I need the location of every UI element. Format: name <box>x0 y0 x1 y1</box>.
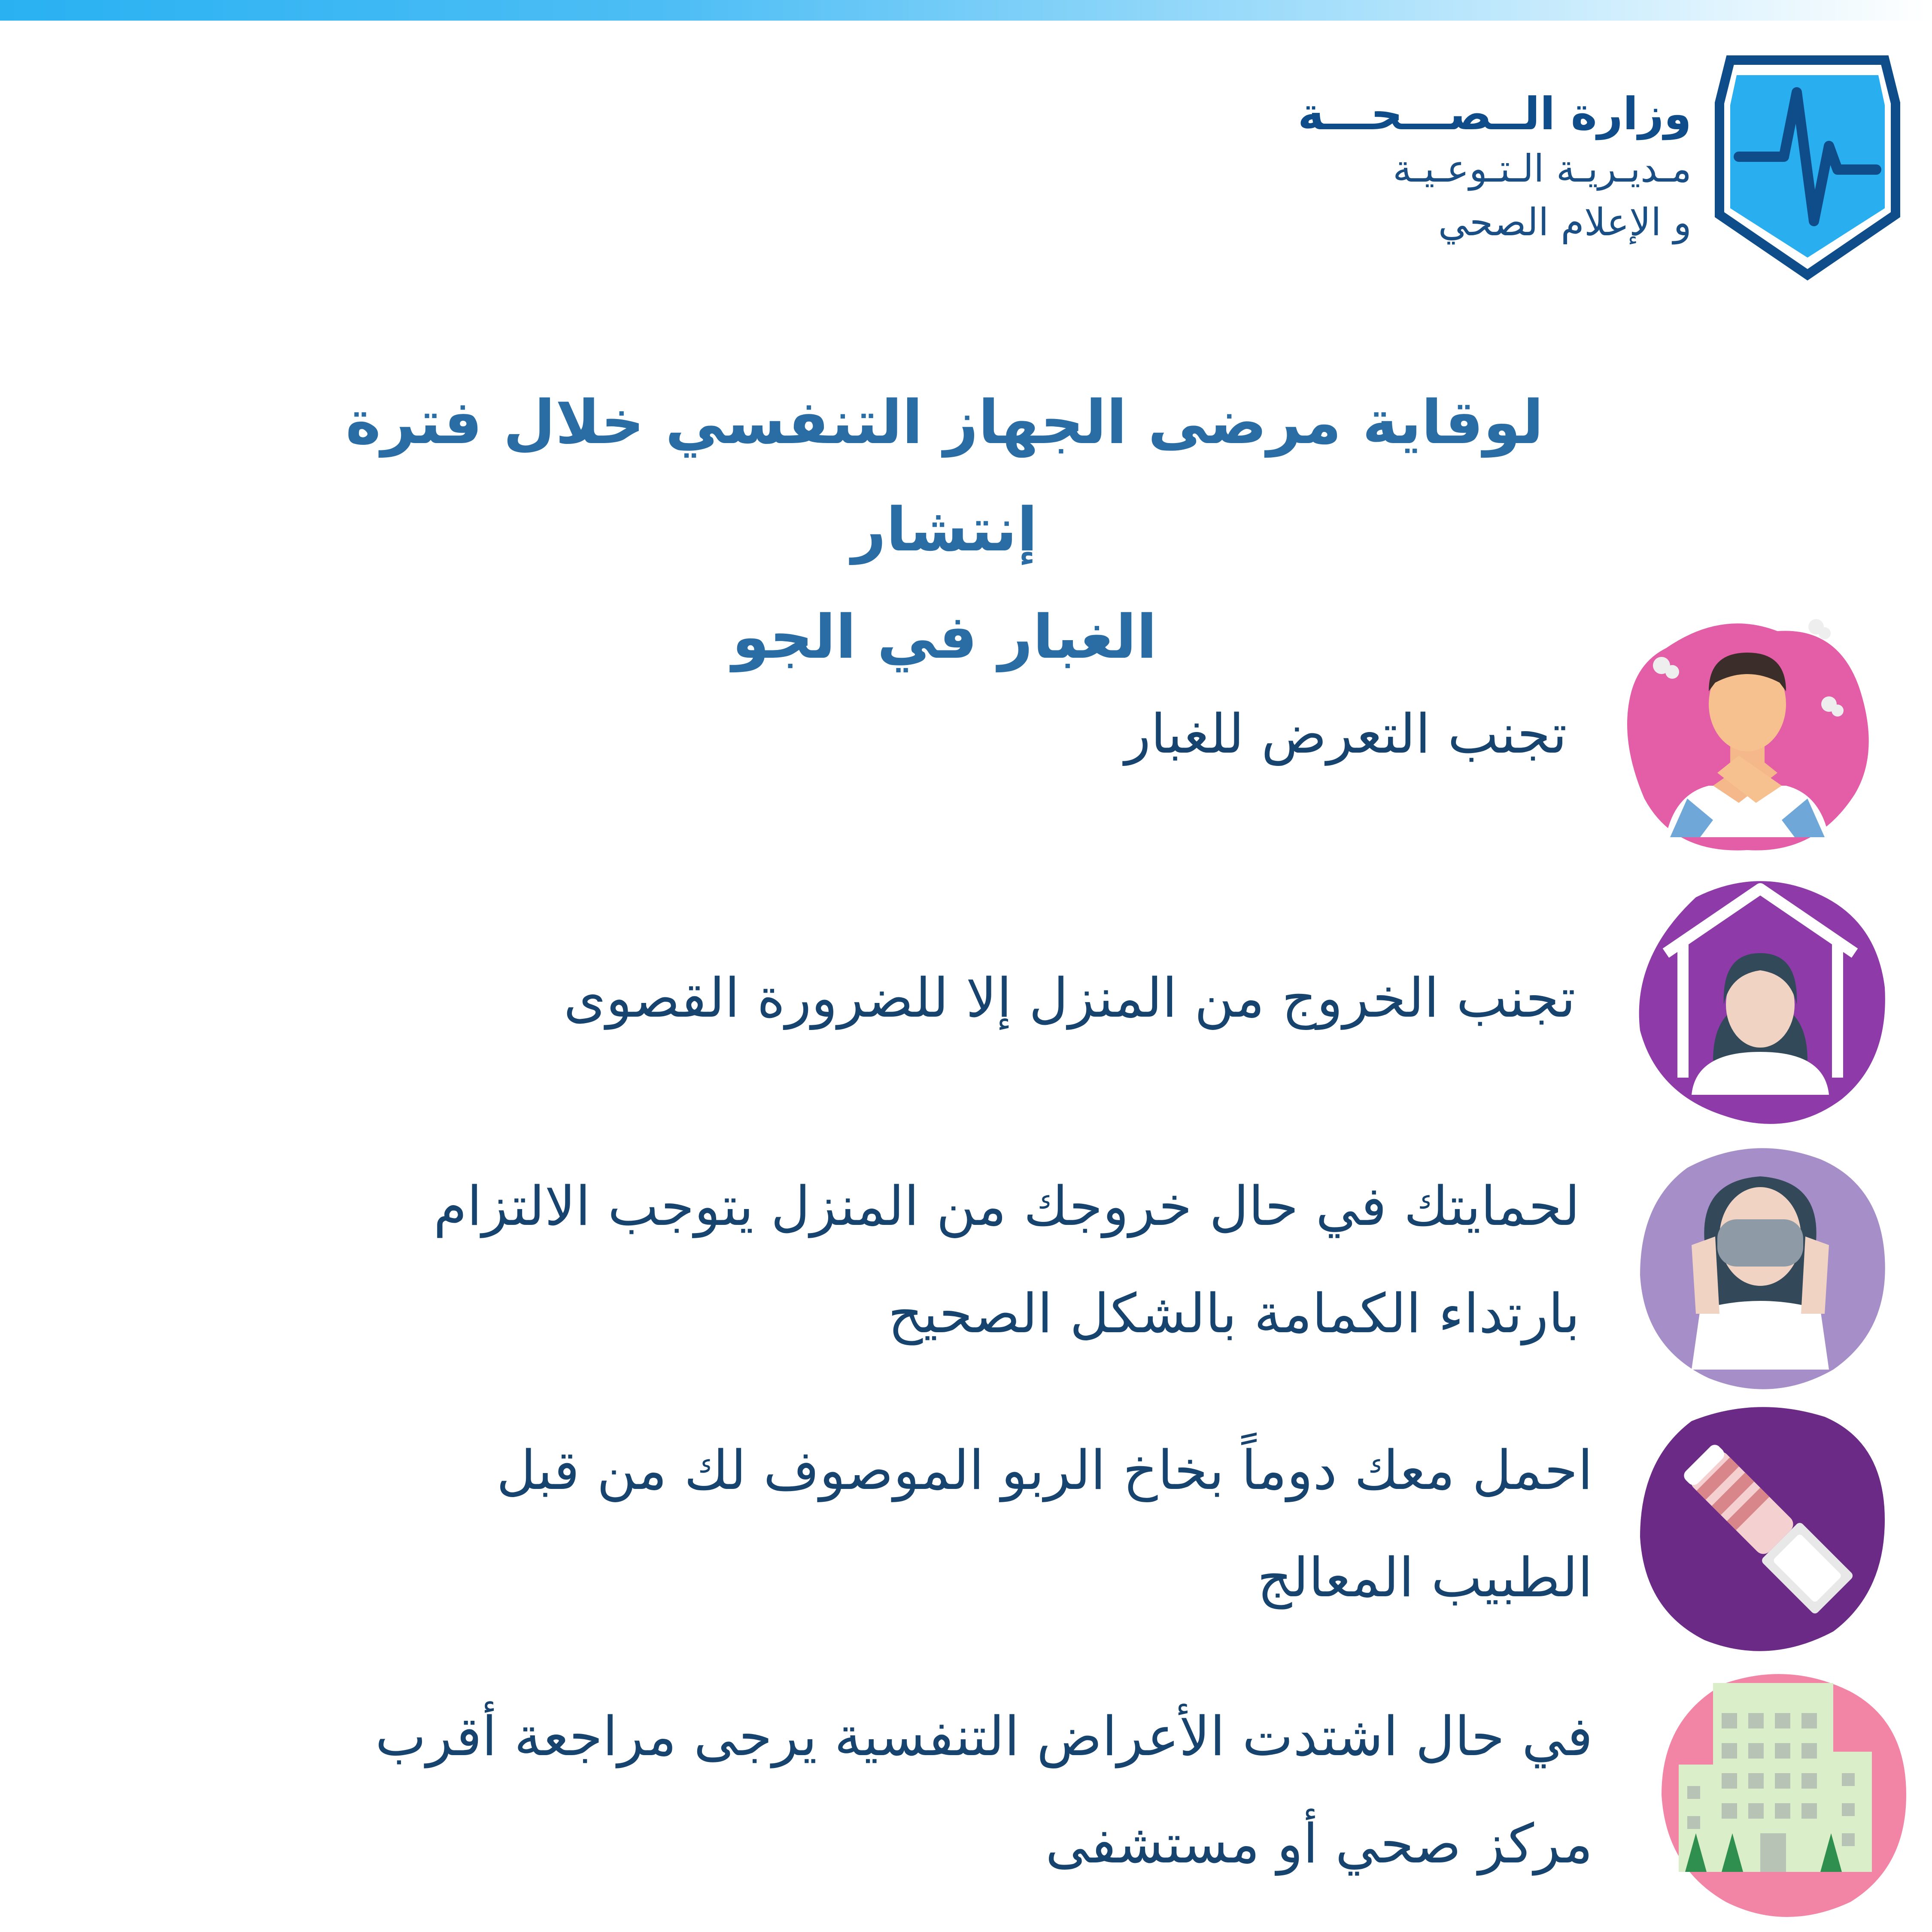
inhaler-icon <box>1627 1391 1893 1657</box>
woman-wearing-mask-icon <box>1627 1129 1893 1395</box>
tip-stay-home: تجنب الخروج من المنزل إلا للضرورة القصوى <box>563 966 1576 1030</box>
tip-carry-inhaler-line-1: احمل معك دوماً بخاخ الربو الموصوف لك من قبل <box>496 1439 1593 1502</box>
title-line-1: لوقاية مرضى الجهاز التنفسي خلال فترة إنتشار <box>345 388 1544 565</box>
tip-carry-inhaler-line-2: الطبيب المعالج <box>1257 1546 1593 1609</box>
tip-avoid-dust: تجنب التعرض للغبار <box>1124 702 1567 766</box>
tip-wear-mask-line-2: بارتداء الكمامة بالشكل الصحيح <box>888 1282 1580 1345</box>
title-line-2: الغبار في الجو <box>732 602 1157 672</box>
org-line-media: و الإعلام الصحي <box>1438 200 1692 244</box>
hospital-building-icon <box>1649 1657 1915 1923</box>
organization-name <box>1262 86 1692 249</box>
tip-wear-mask-line-1: لحمايتك في حال خروجك من المنزل يتوجب الالتزام <box>433 1175 1580 1238</box>
tip-wear-mask <box>434 1153 1580 1367</box>
tip-visit-hospital-line-2: مركز صحي أو مستشفى <box>1045 1812 1593 1875</box>
choking-man-icon <box>1614 597 1880 863</box>
page-title <box>258 369 1631 691</box>
top-accent-bar <box>0 0 1932 21</box>
shield-heartbeat-icon <box>1713 52 1902 283</box>
woman-at-home-icon <box>1627 863 1893 1129</box>
org-line-directorate: مـديـريـة الـتـوعـيـة <box>1392 146 1692 191</box>
tip-visit-hospital-line-1: في حال اشتدت الأعراض التنفسية يرجى مراجعة أقرب <box>375 1705 1593 1768</box>
org-line-ministry: وزارة الــصـــحـــة <box>1297 88 1692 140</box>
tip-carry-inhaler <box>496 1417 1593 1631</box>
tip-visit-hospital <box>375 1683 1593 1898</box>
